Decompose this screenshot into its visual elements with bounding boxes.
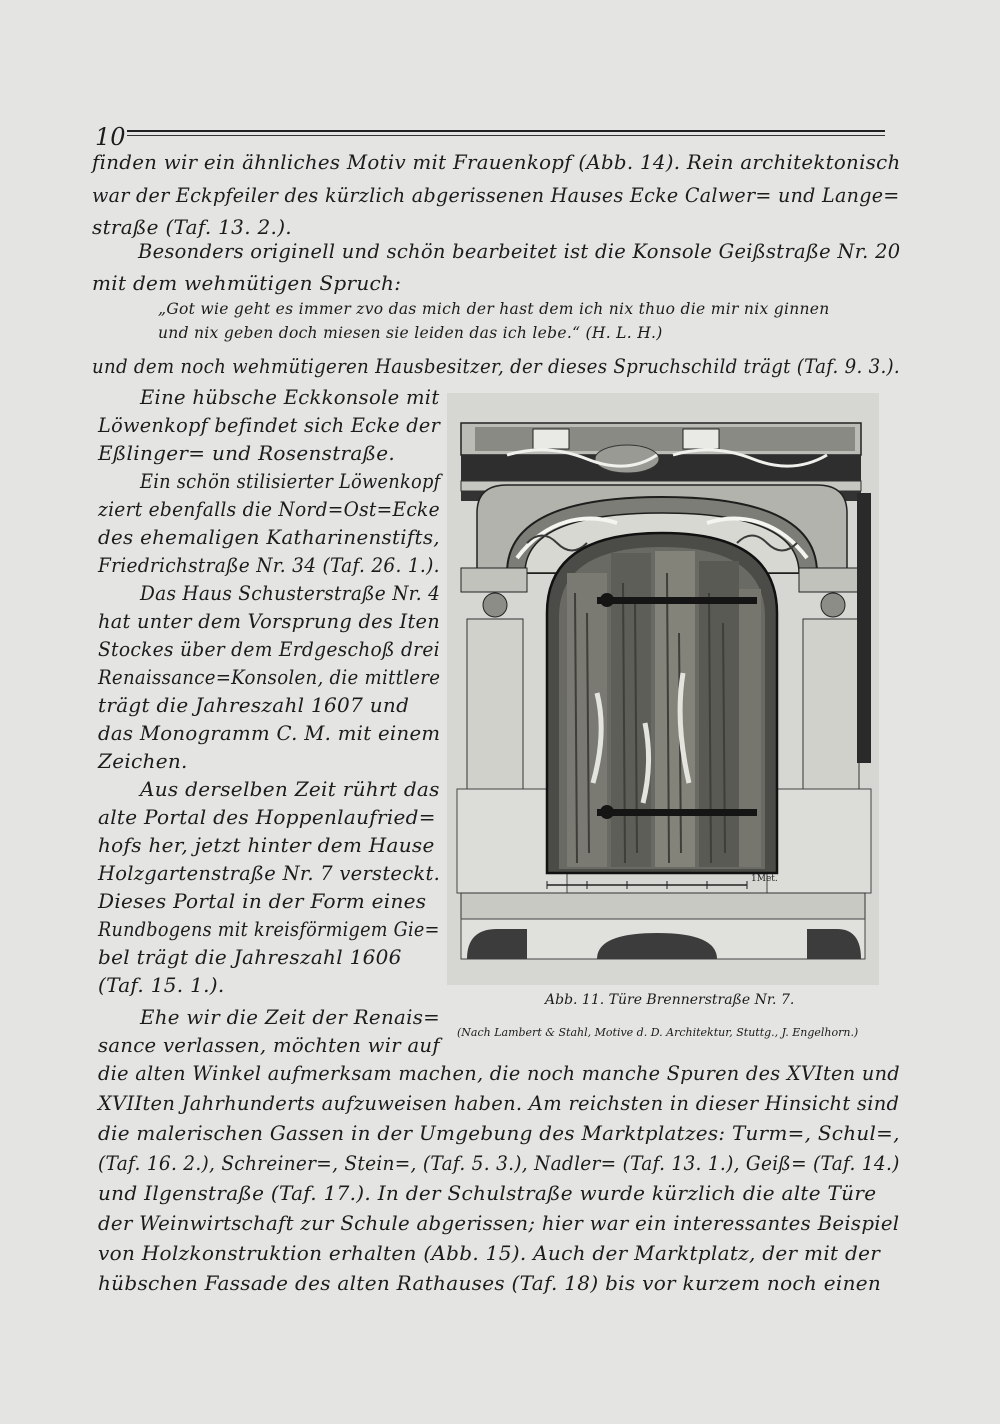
column-line: Das Haus Schusterstraße Nr. 4 [140, 581, 441, 605]
column-line: hofs her, jetzt hinter dem Hause [98, 833, 435, 857]
body-line: von Holzkonstruktion erhalten (Abb. 15). Auch der Marktplatz, der mit der [98, 1241, 881, 1265]
door-illustration [447, 393, 879, 985]
column-line: (Taf. 15. 1.). [98, 973, 225, 997]
body-line: (Taf. 16. 2.), Schreiner=, Stein=, (Taf. 5. 3.), Nadler= (Taf. 13. 1.), Geiß= (Taf. 14.) [98, 1151, 900, 1175]
column-line: Renaissance=Konsolen, die mittlere [98, 665, 441, 689]
column-line: Eßlinger= und Rosenstraße. [98, 441, 396, 465]
column-line: sance verlassen, möchten wir auf [98, 1033, 440, 1057]
page-number: 10 [95, 123, 126, 151]
column-line: Aus derselben Zeit rührt das [140, 777, 440, 801]
column-line: alte Portal des Hoppenlaufried= [98, 805, 436, 829]
figure-caption: Abb. 11. Türe Brennerstraße Nr. 7. [545, 992, 795, 1008]
body-line: mit dem wehmütigen Spruch: [92, 271, 402, 295]
header-rule-thin [127, 135, 885, 136]
column-line: Holzgartenstraße Nr. 7 versteckt. [98, 861, 441, 885]
column-line: des ehemaligen Katharinenstifts, [98, 525, 440, 549]
column-line: ziert ebenfalls die Nord=Ost=Ecke [98, 497, 440, 521]
column-line: Zeichen. [98, 749, 188, 773]
column-line: Friedrichstraße Nr. 34 (Taf. 26. 1.). [98, 553, 440, 577]
column-line: bel trägt die Jahreszahl 1606 [98, 945, 402, 969]
body-line: Besonders originell und schön bearbeitet ist die Konsole Geißstraße Nr. 20 [138, 239, 901, 263]
body-line: die malerischen Gassen in der Umgebung des Marktplatzes: Turm=, Schul=, [98, 1121, 900, 1145]
column-line: Löwenkopf befindet sich Ecke der [98, 413, 441, 437]
body-line: XVIIten Jahrhunderts aufzuweisen haben. Am reichsten in dieser Hinsicht sind [98, 1091, 900, 1115]
body-line: die alten Winkel aufmerksam machen, die noch manche Spuren des XVIten und [98, 1061, 900, 1085]
body-line: der Weinwirtschaft zur Schule abgerissen; hier war ein interessantes Beispiel [98, 1211, 900, 1235]
body-line: war der Eckpfeiler des kürzlich abgerissenen Hauses Ecke Calwer= und Lange= [92, 183, 900, 207]
column-line: Dieses Portal in der Form eines [98, 889, 427, 913]
quote-line: und nix geben doch miesen sie leiden das ich lebe.“ (H. L. H.) [158, 324, 663, 342]
quote-line: „Got wie geht es immer zvo das mich der hast dem ich nix thuo die mir nix ginnen [158, 300, 830, 318]
column-line: trägt die Jahreszahl 1607 und [98, 693, 410, 717]
body-line: finden wir ein ähnliches Motiv mit Frauenkopf (Abb. 14). Rein architektonisch [92, 150, 901, 174]
body-line: straße (Taf. 13. 2.). [92, 215, 292, 239]
body-line: hübschen Fassade des alten Rathauses (Taf. 18) bis vor kurzem noch einen [98, 1271, 882, 1295]
figure-credit: (Nach Lambert & Stahl, Motive d. D. Architektur, Stuttg., J. Engelhorn.) [457, 1026, 859, 1039]
column-line: Ein schön stilisierter Löwenkopf [140, 469, 441, 493]
door-engraving [447, 393, 879, 985]
column-line: Stockes über dem Erdgeschoß drei [98, 637, 440, 661]
column-line: Rundbogens mit kreisförmigem Gie= [98, 917, 440, 941]
column-line: Eine hübsche Eckkonsole mit [140, 385, 440, 409]
body-line: und dem noch wehmütigeren Hausbesitzer, der dieses Spruchschild trägt (Taf. 9. 3.). [92, 354, 900, 378]
body-line: und Ilgenstraße (Taf. 17.). In der Schulstraße wurde kürzlich die alte Türe [98, 1181, 877, 1205]
column-line: hat unter dem Vorsprung des Iten [98, 609, 440, 633]
column-line: Ehe wir die Zeit der Renais= [140, 1005, 441, 1029]
column-line: das Monogramm C. M. mit einem [98, 721, 441, 745]
scale-label: 1Met. [751, 874, 778, 884]
header-rule [127, 130, 885, 132]
